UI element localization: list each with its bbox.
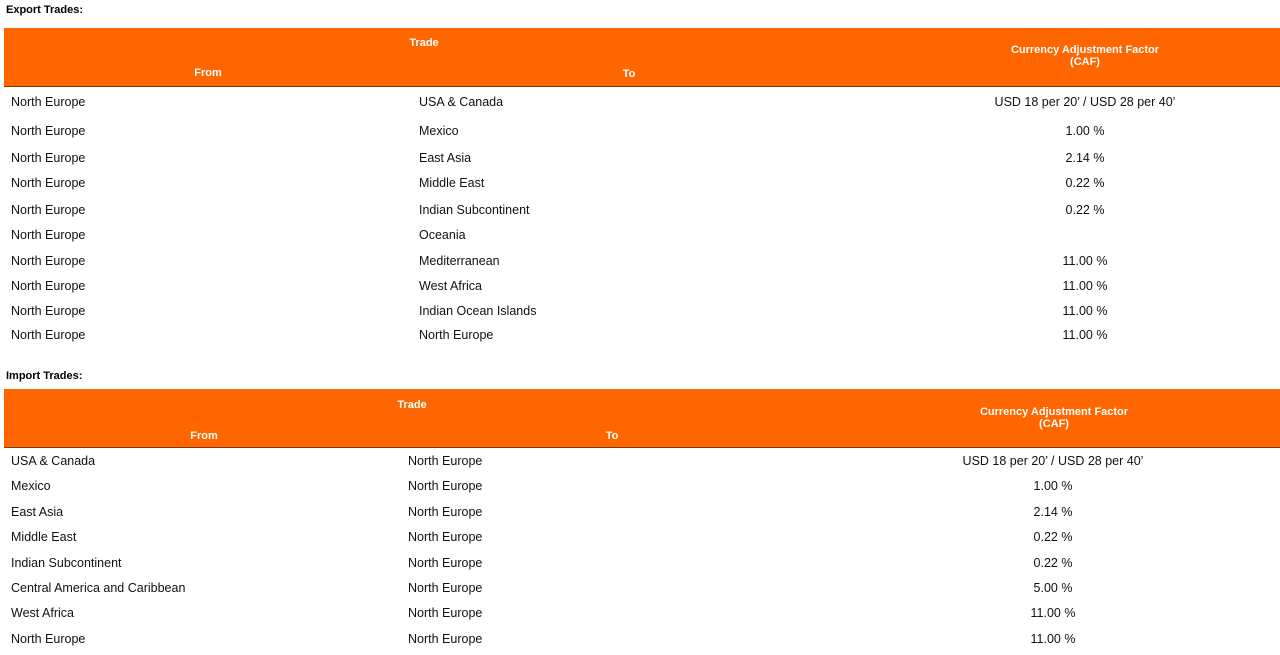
cell-caf: 0.22 % — [1065, 176, 1105, 190]
cell-to: North Europe — [408, 581, 483, 595]
cell-caf: 0.22 % — [1033, 556, 1073, 570]
export-header-from: From — [194, 67, 222, 79]
cell-caf: 11.00 % — [1030, 632, 1076, 646]
cell-caf: 11.00 % — [1062, 254, 1108, 268]
cell-to: North Europe — [419, 328, 494, 342]
export-header-caf-line2: (CAF) — [1070, 56, 1100, 68]
cell-from: East Asia — [11, 505, 64, 519]
cell-caf: 11.00 % — [1030, 606, 1076, 620]
export-header-to: To — [622, 68, 636, 80]
cell-to: North Europe — [408, 632, 483, 646]
cell-from: Middle East — [11, 530, 77, 544]
cell-from: North Europe — [11, 95, 86, 109]
cell-to: Indian Subcontinent — [419, 203, 530, 217]
cell-from: North Europe — [11, 124, 86, 138]
cell-from: USA & Canada — [11, 454, 96, 468]
cell-to: North Europe — [408, 479, 483, 493]
import-header-to: To — [605, 430, 619, 442]
cell-to: Oceania — [419, 228, 466, 242]
cell-from: North Europe — [11, 228, 86, 242]
export-header-caf-line1: Currency Adjustment Factor — [1010, 44, 1160, 56]
cell-from: North Europe — [11, 203, 86, 217]
cell-to: Indian Ocean Islands — [419, 304, 537, 318]
cell-caf: 2.14 % — [1065, 151, 1105, 165]
cell-to: East Asia — [419, 151, 472, 165]
cell-to: West Africa — [419, 279, 482, 293]
cell-caf: 0.22 % — [1033, 530, 1073, 544]
cell-caf: 1.00 % — [1065, 124, 1105, 138]
import-header-trade: Trade — [397, 399, 427, 411]
cell-to: Mexico — [419, 124, 459, 138]
cell-from: North Europe — [11, 151, 86, 165]
cell-to: USA & Canada — [419, 95, 504, 109]
export-header-caf — [1011, 44, 1159, 68]
cell-caf: 11.00 % — [1062, 279, 1108, 293]
cell-from: North Europe — [11, 632, 86, 646]
cell-caf: USD 18 per 20’ / USD 28 per 40’ — [994, 95, 1176, 109]
import-table-header — [4, 389, 1280, 448]
cell-from: North Europe — [11, 304, 86, 318]
cell-from: Mexico — [11, 479, 51, 493]
cell-from: North Europe — [11, 254, 86, 268]
export-header-trade: Trade — [409, 37, 439, 49]
cell-caf: 0.22 % — [1065, 203, 1105, 217]
cell-to: North Europe — [408, 530, 483, 544]
cell-from: Indian Subcontinent — [11, 556, 122, 570]
import-header-caf — [980, 406, 1128, 430]
cell-caf: 1.00 % — [1033, 479, 1073, 493]
cell-from: West Africa — [11, 606, 74, 620]
import-trades-title: Import Trades: — [6, 370, 83, 382]
cell-to: Middle East — [419, 176, 485, 190]
cell-from: North Europe — [11, 279, 86, 293]
cell-from: North Europe — [11, 176, 86, 190]
cell-caf: 2.14 % — [1033, 505, 1073, 519]
cell-to: Mediterranean — [419, 254, 500, 268]
import-header-caf-line1: Currency Adjustment Factor — [979, 406, 1129, 418]
cell-caf: 5.00 % — [1033, 581, 1073, 595]
export-table-header — [4, 28, 1280, 87]
cell-from: North Europe — [11, 328, 86, 342]
cell-to: North Europe — [408, 556, 483, 570]
cell-to: North Europe — [408, 454, 483, 468]
cell-to: North Europe — [408, 606, 483, 620]
cell-from: Central America and Caribbean — [11, 581, 186, 595]
cell-to: North Europe — [408, 505, 483, 519]
cell-caf: 11.00 % — [1062, 304, 1108, 318]
import-header-caf-line2: (CAF) — [1039, 418, 1069, 430]
import-header-from: From — [190, 430, 218, 442]
cell-caf: 11.00 % — [1062, 328, 1108, 342]
cell-caf: USD 18 per 20’ / USD 28 per 40’ — [962, 454, 1144, 468]
export-trades-title: Export Trades: — [6, 4, 84, 16]
